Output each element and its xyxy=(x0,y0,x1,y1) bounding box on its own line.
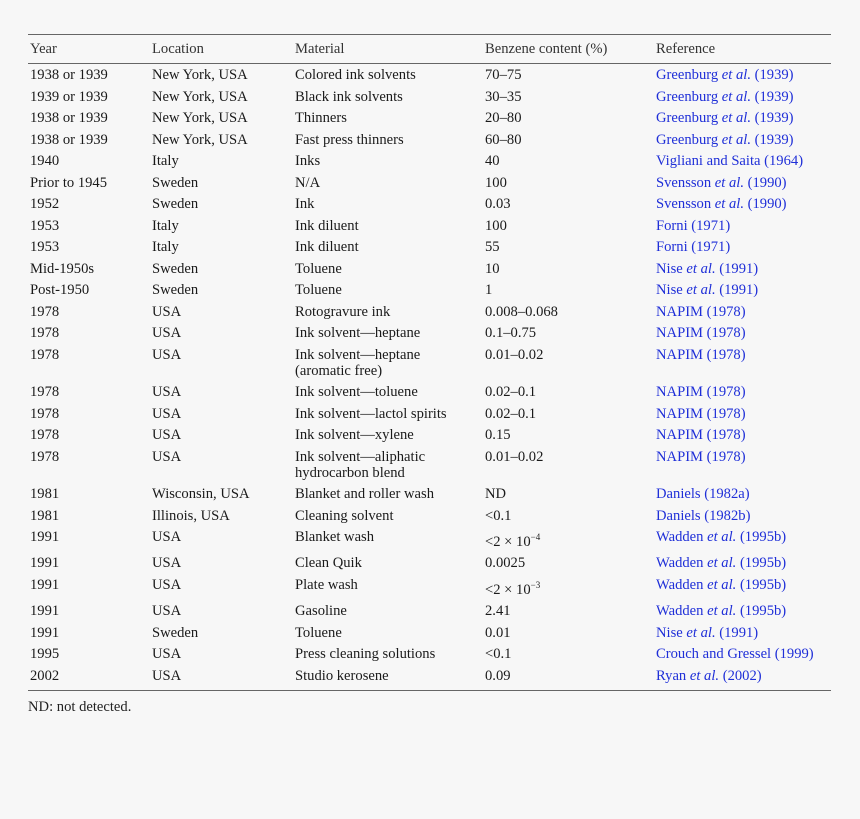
benzene-value: 0.15 xyxy=(485,427,511,443)
cell-location: USA xyxy=(152,346,182,363)
material-line-1: Blanket wash xyxy=(295,529,375,545)
cell-location: USA xyxy=(152,325,182,341)
cell-material xyxy=(295,301,485,323)
cell-reference xyxy=(656,86,831,108)
cell-material xyxy=(295,129,485,151)
cell-year: 1978 xyxy=(30,303,60,320)
cell-location: Italy xyxy=(152,217,179,234)
cell-benzene-content xyxy=(485,86,656,108)
cell-year: Prior to 1945 xyxy=(30,174,108,191)
cell-reference xyxy=(656,552,831,574)
reference-author[interactable]: NAPIM (1978) xyxy=(656,448,746,465)
cell-location: USA xyxy=(152,303,182,320)
reference-year[interactable]: (1991) xyxy=(715,282,759,298)
table-row xyxy=(28,643,831,665)
cell-location: New York, USA xyxy=(152,110,248,126)
benzene-value: 20–80 xyxy=(485,110,522,126)
cell-location: USA xyxy=(152,603,182,620)
cell-benzene-content xyxy=(485,193,656,215)
cell-benzene-content xyxy=(485,622,656,644)
cell-location: Sweden xyxy=(152,196,199,212)
cell-material xyxy=(295,600,485,622)
material-line-1: Ink solvent—toluene xyxy=(295,384,418,400)
material-line-1: Ink diluent xyxy=(295,217,359,234)
table-row xyxy=(28,505,831,527)
benzene-exponent: −3 xyxy=(530,579,541,590)
cell-reference xyxy=(656,424,831,446)
cell-reference xyxy=(656,483,831,505)
benzene-value: 10 xyxy=(485,260,500,277)
reference-author[interactable]: Crouch and Gressel (1999) xyxy=(656,646,814,663)
cell-location: USA xyxy=(152,529,182,545)
reference-etal[interactable]: et al. xyxy=(707,555,737,572)
cell-benzene-content xyxy=(485,258,656,280)
reference-etal[interactable]: et al. xyxy=(721,67,751,83)
cell-benzene-content xyxy=(485,172,656,194)
cell-year: 1991 xyxy=(30,555,60,572)
cell-reference xyxy=(656,107,831,129)
table-row xyxy=(28,446,831,484)
cell-year: 1991 xyxy=(30,576,60,593)
table-row xyxy=(28,344,831,382)
footnote: ND: not detected. xyxy=(28,698,132,715)
reference-author[interactable]: NAPIM (1978) xyxy=(656,427,746,443)
cell-reference xyxy=(656,236,831,258)
table-row xyxy=(28,403,831,425)
cell-material xyxy=(295,107,485,129)
reference-author[interactable]: Wadden xyxy=(656,576,708,593)
cell-reference xyxy=(656,258,831,280)
benzene-value: 0.02–0.1 xyxy=(485,405,537,422)
cell-location: Italy xyxy=(152,153,179,169)
cell-material xyxy=(295,193,485,215)
material-line-1: Fast press thinners xyxy=(295,131,404,148)
reference-author[interactable]: Daniels (1982a) xyxy=(656,486,750,502)
reference-author[interactable]: Greenburg xyxy=(656,110,722,126)
header-benzene-content: Benzene content (%) xyxy=(485,35,656,64)
reference-author[interactable]: NAPIM (1978) xyxy=(656,325,746,341)
reference-author[interactable]: Daniels (1982b) xyxy=(656,507,751,524)
table-row xyxy=(28,258,831,280)
cell-benzene-content xyxy=(485,483,656,505)
cell-reference xyxy=(656,193,831,215)
reference-author[interactable]: NAPIM (1978) xyxy=(656,346,746,363)
material-line-1: Gasoline xyxy=(295,603,347,620)
material-line-1: Ink solvent—heptane xyxy=(295,346,421,363)
cell-benzene-content xyxy=(485,600,656,622)
benzene-value: 1 xyxy=(485,282,493,298)
material-line-1: Colored ink solvents xyxy=(295,67,416,83)
cell-benzene-content xyxy=(485,322,656,344)
cell-reference xyxy=(656,643,831,665)
cell-year: 1938 or 1939 xyxy=(30,110,108,126)
cell-benzene-content xyxy=(485,279,656,301)
reference-author[interactable]: Vigliani and Saita (1964) xyxy=(656,153,804,169)
material-line-1: Rotogravure ink xyxy=(295,303,391,320)
cell-material xyxy=(295,483,485,505)
cell-location: New York, USA xyxy=(152,88,248,105)
material-line-1: Toluene xyxy=(295,260,342,277)
cell-benzene-content xyxy=(485,574,656,600)
material-line-2: hydrocarbon blend xyxy=(295,464,405,481)
benzene-value: 0.02–0.1 xyxy=(485,384,537,400)
table-row xyxy=(28,150,831,172)
cell-location: Illinois, USA xyxy=(152,507,230,524)
cell-benzene-content xyxy=(485,552,656,574)
cell-location: Sweden xyxy=(152,260,199,277)
cell-location: USA xyxy=(152,646,182,663)
benzene-exponent: −4 xyxy=(530,532,541,542)
table-body xyxy=(28,64,831,691)
reference-year[interactable]: (1990) xyxy=(743,174,787,191)
material-line-1: Thinners xyxy=(295,110,347,126)
benzene-value: 30–35 xyxy=(485,88,522,105)
reference-etal[interactable]: et al. xyxy=(714,174,744,191)
cell-year: 1952 xyxy=(30,196,60,212)
table-row xyxy=(28,424,831,446)
material-line-1: Black ink solvents xyxy=(295,88,403,105)
reference-etal[interactable]: et al. xyxy=(686,260,716,277)
benzene-content-table xyxy=(28,34,831,691)
cell-year: 1995 xyxy=(30,646,60,663)
cell-year: 1978 xyxy=(30,346,60,363)
cell-reference xyxy=(656,344,831,382)
header-reference: Reference xyxy=(656,35,831,64)
reference-year[interactable]: (1939) xyxy=(750,131,794,148)
reference-year[interactable]: (1995b) xyxy=(736,603,787,620)
cell-material xyxy=(295,526,485,552)
material-line-1: Blanket and roller wash xyxy=(295,486,435,502)
benzene-value: <2 × 10 xyxy=(485,533,531,550)
reference-etal[interactable]: et al. xyxy=(721,110,751,126)
table-row xyxy=(28,322,831,344)
material-line-1: Ink solvent—xylene xyxy=(295,427,414,443)
cell-year: 1938 or 1939 xyxy=(30,67,108,83)
table-row xyxy=(28,193,831,215)
benzene-value: ND xyxy=(485,486,507,502)
table-row xyxy=(28,600,831,622)
cell-benzene-content xyxy=(485,381,656,403)
benzene-value: 0.01 xyxy=(485,624,511,641)
reference-author[interactable]: Nise xyxy=(656,260,687,277)
reference-etal[interactable]: et al. xyxy=(686,282,716,298)
cell-reference xyxy=(656,526,831,552)
cell-reference xyxy=(656,381,831,403)
cell-benzene-content xyxy=(485,505,656,527)
cell-location: USA xyxy=(152,448,182,465)
cell-location: USA xyxy=(152,576,182,593)
reference-author[interactable]: Nise xyxy=(656,624,687,641)
reference-etal[interactable]: et al. xyxy=(689,667,720,684)
cell-material xyxy=(295,150,485,172)
cell-location: USA xyxy=(152,427,182,443)
cell-year: 1978 xyxy=(30,384,60,400)
cell-benzene-content xyxy=(485,301,656,323)
cell-reference xyxy=(656,322,831,344)
cell-material xyxy=(295,622,485,644)
table-row xyxy=(28,215,831,237)
reference-author[interactable]: Forni (1971) xyxy=(656,217,731,234)
benzene-value: 55 xyxy=(485,239,500,255)
cell-location: Italy xyxy=(152,239,179,255)
table-row xyxy=(28,483,831,505)
cell-location: USA xyxy=(152,405,182,422)
header-row xyxy=(28,35,831,64)
benzene-value: 0.1–0.75 xyxy=(485,325,537,341)
cell-year: 1978 xyxy=(30,405,60,422)
cell-location: Sweden xyxy=(152,624,199,641)
material-line-1: Toluene xyxy=(295,624,342,641)
cell-reference xyxy=(656,301,831,323)
benzene-value: 70–75 xyxy=(485,67,522,83)
cell-material xyxy=(295,403,485,425)
reference-author[interactable]: Forni (1971) xyxy=(656,239,731,255)
cell-material xyxy=(295,64,485,86)
cell-benzene-content xyxy=(485,215,656,237)
reference-etal[interactable]: et al. xyxy=(707,576,737,593)
benzene-value: 0.01–0.02 xyxy=(485,448,544,465)
cell-benzene-content xyxy=(485,64,656,86)
reference-author[interactable]: NAPIM (1978) xyxy=(656,384,746,400)
benzene-value: 0.0025 xyxy=(485,555,526,572)
cell-material xyxy=(295,665,485,691)
table-header xyxy=(28,35,831,64)
cell-year: Post-1950 xyxy=(30,282,90,298)
benzene-value: 2.41 xyxy=(485,603,511,620)
cell-year: 1991 xyxy=(30,624,60,641)
cell-material xyxy=(295,258,485,280)
cell-material xyxy=(295,236,485,258)
benzene-value: 40 xyxy=(485,153,500,169)
cell-material xyxy=(295,172,485,194)
table-row xyxy=(28,236,831,258)
cell-reference xyxy=(656,665,831,691)
reference-year[interactable]: (1990) xyxy=(743,196,787,212)
cell-benzene-content xyxy=(485,344,656,382)
reference-author[interactable]: Nise xyxy=(656,282,687,298)
table-row xyxy=(28,381,831,403)
cell-location: Wisconsin, USA xyxy=(152,486,250,502)
cell-location: USA xyxy=(152,384,182,400)
cell-material xyxy=(295,446,485,484)
cell-material xyxy=(295,643,485,665)
table-row xyxy=(28,107,831,129)
reference-author[interactable]: Greenburg xyxy=(656,131,722,148)
reference-etal[interactable]: et al. xyxy=(714,196,744,212)
material-line-1: N/A xyxy=(295,174,321,191)
reference-year[interactable]: (1991) xyxy=(715,624,759,641)
cell-reference xyxy=(656,172,831,194)
cell-material xyxy=(295,344,485,382)
reference-author[interactable]: Svensson xyxy=(656,196,715,212)
reference-etal[interactable]: et al. xyxy=(721,131,751,148)
reference-author[interactable]: Wadden xyxy=(656,555,708,572)
benzene-value: 0.03 xyxy=(485,196,511,212)
cell-year: 1978 xyxy=(30,448,60,465)
cell-material xyxy=(295,574,485,600)
cell-reference xyxy=(656,446,831,484)
cell-benzene-content xyxy=(485,129,656,151)
material-line-1: Inks xyxy=(295,153,321,169)
cell-year: 1981 xyxy=(30,507,60,524)
material-line-1: Ink diluent xyxy=(295,239,359,255)
reference-author[interactable]: Svensson xyxy=(656,174,715,191)
benzene-value: 100 xyxy=(485,217,507,234)
reference-year[interactable]: (1991) xyxy=(715,260,759,277)
reference-author[interactable]: Greenburg xyxy=(656,67,722,83)
material-line-1: Studio kerosene xyxy=(295,667,389,684)
cell-year: 1978 xyxy=(30,427,60,443)
cell-year: 1939 or 1939 xyxy=(30,88,108,105)
reference-year[interactable]: (1995b) xyxy=(736,529,787,545)
reference-author[interactable]: NAPIM (1978) xyxy=(656,405,746,422)
cell-year: Mid-1950s xyxy=(30,260,95,277)
table-row xyxy=(28,622,831,644)
cell-material xyxy=(295,215,485,237)
material-line-1: Ink solvent—lactol spirits xyxy=(295,405,447,422)
header-location: Location xyxy=(152,35,295,64)
header-year: Year xyxy=(28,35,152,64)
table-row xyxy=(28,574,831,600)
material-line-1: Toluene xyxy=(295,282,342,298)
material-line-1: Ink solvent—heptane xyxy=(295,325,421,341)
reference-year[interactable]: (1995b) xyxy=(736,576,787,593)
reference-author[interactable]: Wadden xyxy=(656,529,708,545)
reference-author[interactable]: Ryan xyxy=(656,667,690,684)
material-line-1: Clean Quik xyxy=(295,555,362,572)
table-row xyxy=(28,526,831,552)
header-material: Material xyxy=(295,35,485,64)
reference-author[interactable]: Wadden xyxy=(656,603,708,620)
cell-reference xyxy=(656,64,831,86)
cell-benzene-content xyxy=(485,424,656,446)
cell-reference xyxy=(656,279,831,301)
cell-material xyxy=(295,279,485,301)
table-row xyxy=(28,64,831,86)
cell-year: 1953 xyxy=(30,217,60,234)
cell-material xyxy=(295,424,485,446)
cell-location: New York, USA xyxy=(152,131,248,148)
benzene-value: <0.1 xyxy=(485,507,512,524)
cell-benzene-content xyxy=(485,403,656,425)
material-line-1: Cleaning solvent xyxy=(295,507,394,524)
material-line-1: Plate wash xyxy=(295,576,358,593)
cell-material xyxy=(295,381,485,403)
cell-location: Sweden xyxy=(152,282,199,298)
reference-year[interactable]: (1939) xyxy=(750,110,794,126)
cell-year: 1938 or 1939 xyxy=(30,131,108,148)
cell-reference xyxy=(656,150,831,172)
cell-material xyxy=(295,552,485,574)
cell-reference xyxy=(656,129,831,151)
benzene-value: <2 × 10 xyxy=(485,581,531,598)
benzene-value: 100 xyxy=(485,174,507,191)
table-row xyxy=(28,129,831,151)
cell-reference xyxy=(656,574,831,600)
table-row xyxy=(28,552,831,574)
table-row xyxy=(28,86,831,108)
material-line-1: Ink solvent—aliphatic xyxy=(295,448,426,465)
benzene-value: 60–80 xyxy=(485,131,522,148)
cell-material xyxy=(295,505,485,527)
cell-reference xyxy=(656,622,831,644)
reference-author[interactable]: NAPIM (1978) xyxy=(656,303,746,320)
cell-reference xyxy=(656,215,831,237)
cell-year: 1978 xyxy=(30,325,60,341)
benzene-value: <0.1 xyxy=(485,646,512,663)
reference-etal[interactable]: et al. xyxy=(707,529,737,545)
benzene-value: 0.008–0.068 xyxy=(485,303,558,320)
cell-benzene-content xyxy=(485,107,656,129)
cell-reference xyxy=(656,600,831,622)
table-row xyxy=(28,279,831,301)
cell-year: 1991 xyxy=(30,529,60,545)
cell-year: 1940 xyxy=(30,153,60,169)
cell-reference xyxy=(656,505,831,527)
cell-year: 1981 xyxy=(30,486,60,502)
cell-location: New York, USA xyxy=(152,67,248,83)
cell-location: Sweden xyxy=(152,174,199,191)
table-row xyxy=(28,172,831,194)
cell-material xyxy=(295,322,485,344)
cell-benzene-content xyxy=(485,643,656,665)
benzene-value: 0.09 xyxy=(485,667,511,684)
cell-year: 1991 xyxy=(30,603,60,620)
table-row xyxy=(28,665,831,691)
cell-benzene-content xyxy=(485,665,656,691)
cell-benzene-content xyxy=(485,236,656,258)
cell-benzene-content xyxy=(485,446,656,484)
reference-year[interactable]: (1995b) xyxy=(736,555,787,572)
reference-year[interactable]: (1939) xyxy=(750,67,794,83)
reference-etal[interactable]: et al. xyxy=(721,88,751,105)
cell-benzene-content xyxy=(485,150,656,172)
material-line-1: Ink xyxy=(295,196,315,212)
cell-year: 2002 xyxy=(28,665,152,691)
reference-etal[interactable]: et al. xyxy=(686,624,716,641)
cell-year: 1953 xyxy=(30,239,60,255)
reference-etal[interactable]: et al. xyxy=(707,603,737,620)
cell-reference xyxy=(656,403,831,425)
cell-benzene-content xyxy=(485,526,656,552)
reference-year[interactable]: (1939) xyxy=(750,88,794,105)
reference-year[interactable]: (2002) xyxy=(719,667,762,684)
cell-material xyxy=(295,86,485,108)
material-line-1: Press cleaning solutions xyxy=(295,646,436,663)
cell-location: USA xyxy=(152,665,295,691)
table-row xyxy=(28,301,831,323)
material-line-2: (aromatic free) xyxy=(295,362,383,379)
reference-author[interactable]: Greenburg xyxy=(656,88,722,105)
benzene-table-container xyxy=(28,34,831,716)
cell-location: USA xyxy=(152,555,182,572)
benzene-value: 0.01–0.02 xyxy=(485,346,544,363)
